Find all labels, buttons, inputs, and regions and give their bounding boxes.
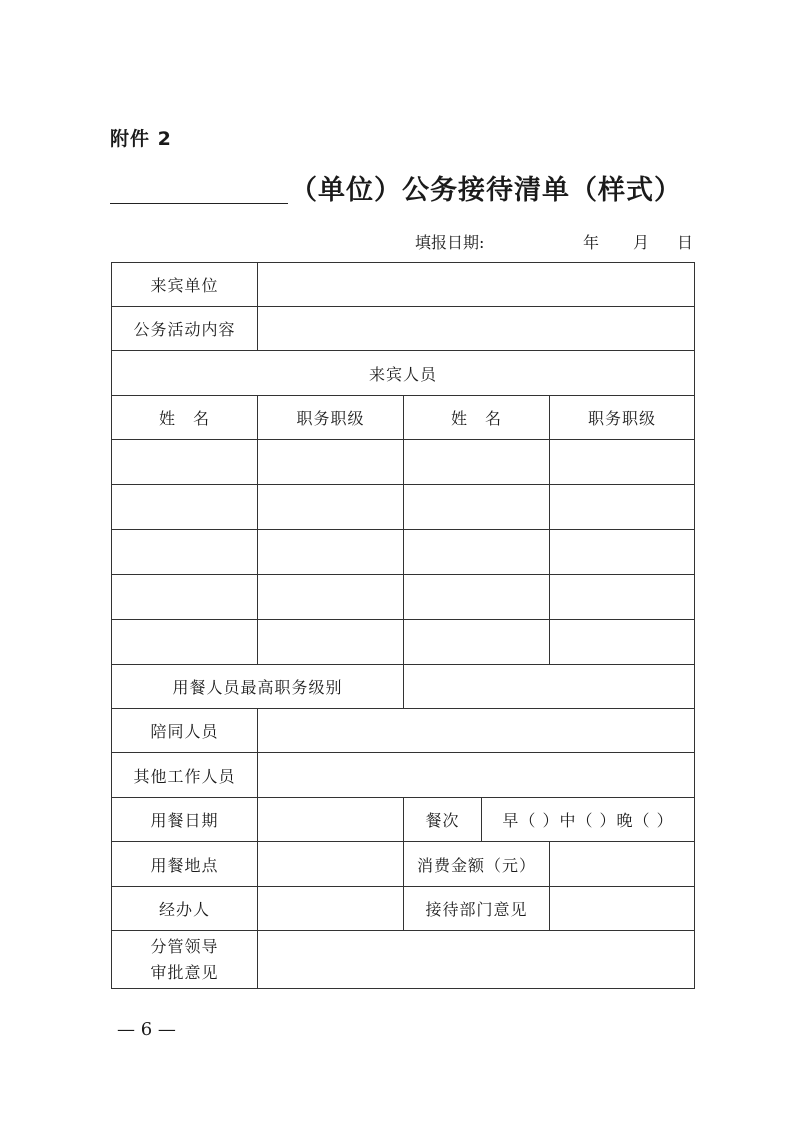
visitor-name-cell[interactable] bbox=[112, 620, 258, 665]
visitor-rank-cell[interactable] bbox=[550, 620, 695, 665]
title-row bbox=[110, 166, 710, 210]
visitor-name-cell[interactable] bbox=[404, 485, 550, 530]
accompany-label: 陪同人员 bbox=[112, 709, 258, 753]
visitor-name-cell[interactable] bbox=[404, 440, 550, 485]
handler-field[interactable] bbox=[258, 887, 404, 931]
activity-label: 公务活动内容 bbox=[112, 307, 258, 351]
amount-field[interactable] bbox=[550, 842, 695, 887]
visitor-rank-cell[interactable] bbox=[550, 575, 695, 620]
meal-date-field[interactable] bbox=[258, 798, 404, 842]
visitor-name-cell[interactable] bbox=[404, 530, 550, 575]
meal-times-label: 餐次 bbox=[404, 798, 482, 842]
day-label: 日 bbox=[677, 233, 694, 252]
dept-opinion-field[interactable] bbox=[550, 887, 695, 931]
accompany-row bbox=[112, 709, 695, 753]
rank-column-header-1: 职务职级 bbox=[258, 396, 404, 440]
visitor-name-cell[interactable] bbox=[404, 575, 550, 620]
visitor-name-cell[interactable] bbox=[404, 620, 550, 665]
highest-rank-row bbox=[112, 665, 695, 709]
visitor-rank-cell[interactable] bbox=[258, 440, 404, 485]
visitor-name-cell[interactable] bbox=[112, 485, 258, 530]
visitor-name-cell[interactable] bbox=[112, 530, 258, 575]
meal-times-value[interactable]: 早（ ）中（ ）晚（ ） bbox=[482, 798, 695, 842]
amount-label: 消费金额（元） bbox=[404, 842, 550, 887]
highest-rank-field[interactable] bbox=[404, 665, 695, 709]
name-column-header-2: 姓 名 bbox=[404, 396, 550, 440]
visitor-unit-field[interactable] bbox=[258, 263, 695, 307]
name-column-header-1: 姓 名 bbox=[112, 396, 258, 440]
other-staff-label: 其他工作人员 bbox=[112, 753, 258, 798]
leader-approval-row bbox=[112, 931, 695, 989]
other-staff-field[interactable] bbox=[258, 753, 695, 798]
activity-row bbox=[112, 307, 695, 351]
fill-date-label: 填报日期: bbox=[415, 233, 485, 252]
visitor-entry-row bbox=[112, 485, 695, 530]
handler-row bbox=[112, 887, 695, 931]
meal-place-field[interactable] bbox=[258, 842, 404, 887]
visitors-header: 来宾人员 bbox=[112, 351, 695, 396]
visitor-rank-cell[interactable] bbox=[258, 575, 404, 620]
meal-place-row bbox=[112, 842, 695, 887]
highest-rank-label: 用餐人员最高职务级别 bbox=[112, 665, 404, 709]
reception-list-table bbox=[111, 262, 695, 989]
visitors-column-header-row bbox=[112, 396, 695, 440]
visitor-rank-cell[interactable] bbox=[258, 530, 404, 575]
meal-place-label: 用餐地点 bbox=[112, 842, 258, 887]
accompany-field[interactable] bbox=[258, 709, 695, 753]
visitors-header-row bbox=[112, 351, 695, 396]
visitor-entry-row bbox=[112, 530, 695, 575]
other-staff-row bbox=[112, 753, 695, 798]
visitor-rank-cell[interactable] bbox=[258, 485, 404, 530]
activity-field[interactable] bbox=[258, 307, 695, 351]
visitor-entry-row bbox=[112, 440, 695, 485]
meal-date-row bbox=[112, 798, 695, 842]
unit-blank-line bbox=[110, 203, 288, 204]
leader-approval-label bbox=[112, 931, 258, 989]
visitor-rank-cell[interactable] bbox=[550, 440, 695, 485]
visitor-rank-cell[interactable] bbox=[550, 485, 695, 530]
leader-approval-line-2: 审批意见 bbox=[150, 962, 219, 982]
page-number: — 6 — bbox=[117, 1019, 176, 1040]
page-title: （单位）公务接待清单（样式） bbox=[290, 175, 682, 206]
attachment-label: 附件 2 bbox=[110, 128, 172, 150]
month-label: 月 bbox=[633, 233, 650, 252]
year-label: 年 bbox=[583, 233, 600, 252]
visitor-entry-row bbox=[112, 575, 695, 620]
leader-approval-line-1: 分管领导 bbox=[150, 936, 219, 956]
visitor-unit-label: 来宾单位 bbox=[112, 263, 258, 307]
visitor-name-cell[interactable] bbox=[112, 575, 258, 620]
visitor-rank-cell[interactable] bbox=[258, 620, 404, 665]
dept-opinion-label: 接待部门意见 bbox=[404, 887, 550, 931]
visitor-name-cell[interactable] bbox=[112, 440, 258, 485]
meal-date-label: 用餐日期 bbox=[112, 798, 258, 842]
leader-approval-field[interactable] bbox=[258, 931, 695, 989]
handler-label: 经办人 bbox=[112, 887, 258, 931]
rank-column-header-2: 职务职级 bbox=[550, 396, 695, 440]
visitor-entry-row bbox=[112, 620, 695, 665]
visitor-rank-cell[interactable] bbox=[550, 530, 695, 575]
visitor-unit-row bbox=[112, 263, 695, 307]
